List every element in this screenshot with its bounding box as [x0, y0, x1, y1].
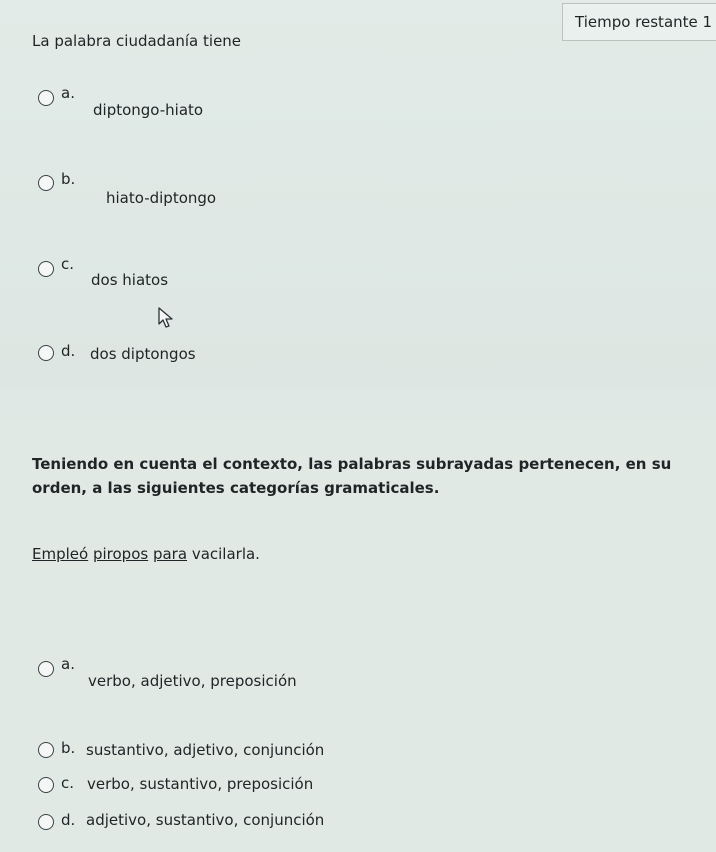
q2-option-a-letter: a.	[61, 655, 75, 673]
question-1-text: La palabra ciudadanía tiene	[32, 32, 242, 50]
q2-option-b-letter: b.	[61, 739, 76, 757]
q2-option-b-text: sustantivo, adjetivo, conjunción	[86, 741, 325, 759]
example-sentence	[32, 545, 260, 563]
underlined-word-1: Empleó	[32, 545, 89, 563]
q1-option-c-radio[interactable]	[38, 261, 54, 277]
q1-option-a-text: diptongo-hiato	[93, 101, 204, 119]
time-remaining: Tiempo restante 1	[562, 3, 716, 41]
mouse-pointer-icon	[157, 306, 177, 330]
q1-option-d-letter: d.	[61, 342, 76, 360]
q1-option-c-letter: c.	[61, 255, 75, 273]
question-2-panel	[0, 418, 716, 852]
q1-option-a-letter: a.	[61, 84, 75, 102]
q2-option-d-radio[interactable]	[38, 814, 54, 830]
q2-option-d-text: adjetivo, sustantivo, conjunción	[86, 811, 325, 829]
question-2-text: Teniendo en cuenta el contexto, las palabras subrayadas pertenecen, en su orden, a las siguientes categorías gramaticales.	[32, 455, 672, 497]
q2-option-c-letter: c.	[61, 774, 75, 792]
q1-option-a-radio[interactable]	[38, 90, 54, 106]
underlined-word-3: para	[152, 545, 188, 563]
q1-option-d-radio[interactable]	[38, 345, 54, 361]
q2-option-c-radio[interactable]	[38, 777, 54, 793]
q2-option-d-letter: d.	[61, 811, 76, 829]
q2-option-b-radio[interactable]	[38, 742, 54, 758]
q2-option-c-text: verbo, sustantivo, preposición	[87, 775, 314, 793]
q2-option-a-text: verbo, adjetivo, preposición	[88, 672, 297, 690]
q2-option-a-radio[interactable]	[38, 661, 54, 677]
question-1-panel	[0, 0, 716, 388]
q1-option-b-letter: b.	[61, 170, 76, 188]
q1-option-c-text: dos hiatos	[91, 271, 169, 289]
underlined-word-2: piropos	[92, 545, 149, 563]
q1-option-b-radio[interactable]	[38, 175, 54, 191]
sentence-rest: vacilarla.	[187, 545, 260, 563]
q1-option-d-text: dos diptongos	[90, 345, 196, 363]
q1-option-b-text: hiato-diptongo	[106, 189, 217, 207]
